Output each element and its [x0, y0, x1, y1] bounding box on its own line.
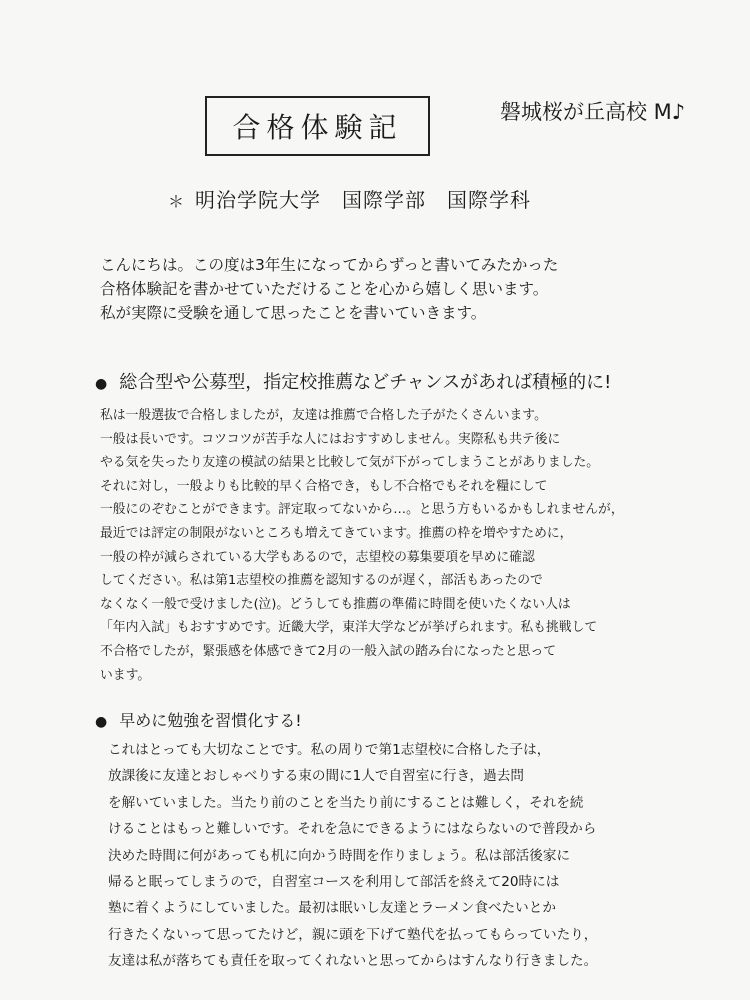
bullet-icon: ●: [95, 376, 108, 392]
body-line: 帰ると眠ってしまうので，自習室コースを利用して部活を終えて20時には: [108, 874, 560, 891]
intro-line: こんにちは。この度は3年生になってからずっと書いてみたかった: [100, 256, 559, 274]
body-line: を解いていました。当たり前のことを当たり前にすることは難しく，それを続: [108, 794, 584, 811]
body-line: 一般の枠が減らされている大学もあるので，志望校の募集要項を早めに確認: [100, 549, 535, 565]
page-title: 合格体験記: [232, 111, 403, 144]
body-line: 「年内入試」もおすすめです。近畿大学，東洋大学などが挙げられます。私も挑戦して: [100, 620, 598, 636]
body-line: やる気を失ったり友達の模試の結果と比較して気が下がってしまうことがありました。: [100, 455, 600, 471]
body-line: なくなく一般で受けました(泣)。どうしても推薦の準備に時間を使いたくない人は: [100, 596, 571, 612]
body-line: 塾に着くようにしていました。最初は眠いし友達とラーメン食べたいとか: [108, 900, 556, 917]
intro-line: 合格体験記を書かせていただけることを心から嬉しく思います。: [100, 280, 549, 298]
section1-heading-text: 総合型や公募型，指定校推薦などチャンスがあれば積極的に!: [119, 372, 612, 393]
body-line: けることはもっと難しいです。それを急にできるようにはならないので普段から: [108, 821, 597, 838]
body-line: これはとっても大切なことです。私の周りで第1志望校に合格した子は，: [108, 742, 551, 758]
bullet-icon: ●: [95, 714, 108, 730]
body-line: 行きたくないって思ってたけど，親に頭を下げて塾代を払ってもらっていたり，: [108, 926, 598, 943]
body-line: それに対し，一般よりも比較的早く合格でき，もし不合格でもそれを糧にして: [100, 478, 548, 494]
school-name: 磐城桜が丘高校 M♪: [500, 100, 686, 124]
intro-line: 私が実際に受験を通して思ったことを書いていきます。: [100, 304, 487, 322]
title-box: [205, 96, 430, 156]
intro-paragraph: [100, 253, 558, 325]
body-line: 友達は私が落ちても責任を取ってくれないと思ってからはすんなり行きました。: [108, 953, 598, 970]
body-line: 放課後に友達とおしゃべりする束の間に1人で自習室に行き，過去問: [108, 768, 524, 785]
star-icon: ＊: [168, 192, 186, 211]
section1-body: [100, 404, 624, 687]
body-line: 一般は長いです。コツコツが苦手な人にはおすすめしません。実際私も共テ後に: [100, 431, 561, 447]
body-line: 一般にのぞむことができます。評定取ってないから…。と思う方もいるかもしれませんが，: [100, 502, 624, 518]
body-line: 最近では評定の制限がないところも増えてきています。推薦の枠を増やすために，: [100, 525, 573, 541]
section2-body: [108, 737, 597, 975]
section2-heading: [95, 708, 302, 731]
body-line: 決めた時間に何があっても机に向かう時間を作りましょう。私は部活後家に: [108, 847, 571, 864]
university-name: 明治学院大学 国際学部 国際学科: [195, 188, 532, 212]
body-line: 私は一般選抜で合格しましたが，友達は推薦で合格した子がたくさんいます。: [100, 408, 547, 423]
body-line: います。: [100, 667, 151, 683]
body-line: してください。私は第1志望校の推薦を認知するのが遅く，部活もあったので: [100, 573, 543, 589]
section2-heading-text: 早めに勉強を習慣化する!: [119, 711, 302, 730]
university-line: [168, 184, 531, 213]
body-line: 不合格でしたが，緊張感を体感できて2月の一般入試の踏み台になったと思って: [100, 643, 557, 659]
section1-heading: [95, 368, 611, 394]
